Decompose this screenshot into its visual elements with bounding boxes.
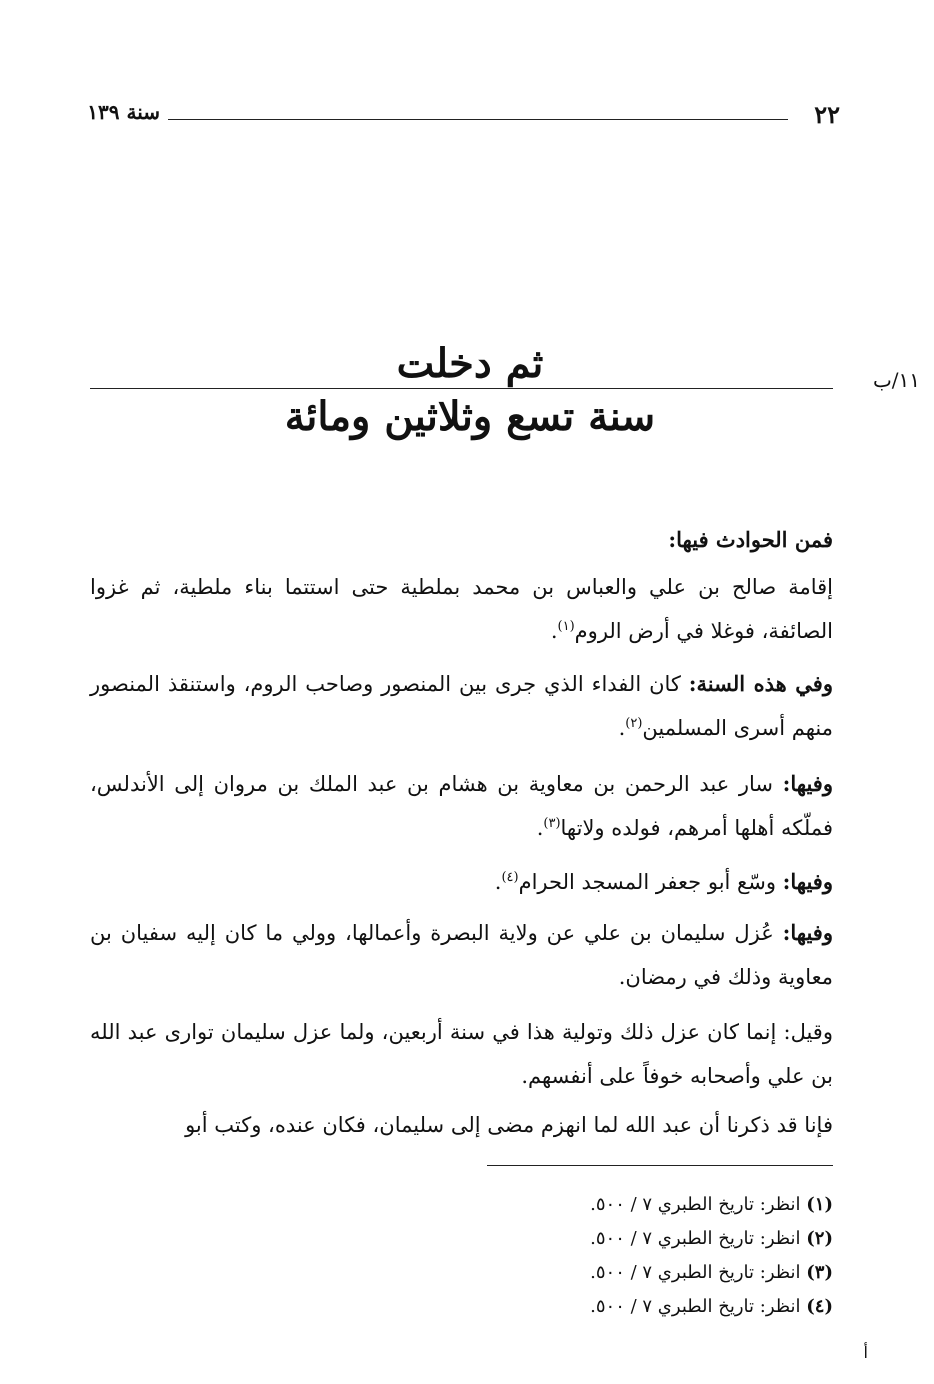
running-head: سنة ١٣٩ bbox=[87, 100, 160, 124]
paragraph-text: فإنا قد ذكرنا أن عبد الله لما انهزم مضى إلى سليمان، فكان عنده، وكتب أبو bbox=[185, 1113, 833, 1137]
paragraph-lead: وفي هذه السنة: bbox=[688, 671, 833, 696]
footnote-text: انظر: تاريخ الطبري ٧ / ٥٠٠. bbox=[590, 1228, 807, 1249]
paragraph-text: إقامة صالح بن علي والعباس بن محمد بملطية حتى استتما بناء ملطية، ثم غزوا الصائفة، فوغلا في أرض الروم bbox=[90, 575, 833, 643]
paragraph-tail: . bbox=[494, 870, 502, 894]
footnote-text: انظر: تاريخ الطبري ٧ / ٥٠٠. bbox=[590, 1194, 807, 1215]
paragraph bbox=[90, 565, 833, 653]
page-number: ٢٢ bbox=[814, 100, 840, 129]
footnote-ref: (٣) bbox=[543, 816, 561, 831]
paragraph-lead: وفيها: bbox=[782, 771, 833, 796]
paragraph-text: عُزل سليمان بن علي عن ولاية البصرة وأعمالها، وولي ما كان إليه سفيان بن معاوية وذلك في رمضان. bbox=[90, 921, 833, 989]
corner-mark: أ bbox=[863, 1343, 868, 1362]
paragraph-tail: . bbox=[536, 816, 544, 840]
margin-folio-note: ١١/ب bbox=[872, 368, 920, 392]
paragraph-text: وقيل: إنما كان عزل ذلك وتولية هذا في سنة أربعين، ولما عزل سليمان توارى عبد الله بن علي وأصحابه خوفاً على أنفسهم. bbox=[90, 1020, 833, 1088]
paragraph bbox=[90, 762, 833, 850]
footnote-number: (٣) bbox=[806, 1262, 833, 1283]
paragraph-tail: . bbox=[618, 716, 626, 740]
paragraph-text: سار عبد الرحمن بن معاوية بن هشام بن عبد الملك بن مروان إلى الأندلس، فملّكه أهلها أمرهم، فولده ولاتها bbox=[90, 772, 833, 840]
footnote bbox=[470, 1290, 833, 1324]
footnote bbox=[470, 1256, 833, 1290]
footnote-ref: (٢) bbox=[625, 716, 643, 731]
paragraph-text: وسّع أبو جعفر المسجد الحرام bbox=[518, 870, 783, 894]
header-rule bbox=[168, 119, 788, 120]
paragraph-lead: وفيها: bbox=[782, 920, 833, 945]
title-rule bbox=[90, 388, 833, 389]
paragraph bbox=[90, 662, 833, 750]
paragraph bbox=[90, 1103, 833, 1147]
footnote-text: انظر: تاريخ الطبري ٧ / ٥٠٠. bbox=[590, 1262, 807, 1283]
paragraph-lead: وفيها: bbox=[782, 869, 833, 894]
paragraph-tail: . bbox=[550, 619, 558, 643]
footnote-number: (٢) bbox=[806, 1228, 833, 1249]
chapter-title-line2: سنة تسع وثلاثين ومائة bbox=[284, 393, 656, 440]
footnote-ref: (١) bbox=[557, 619, 575, 634]
footnote-number: (١) bbox=[806, 1194, 833, 1215]
chapter-title-line1: ثم دخلت bbox=[396, 340, 544, 387]
footnote-rule bbox=[487, 1165, 833, 1166]
paragraph bbox=[90, 911, 833, 999]
paragraph bbox=[90, 1010, 833, 1098]
paragraph bbox=[90, 860, 833, 904]
section-intro: فمن الحوادث فيها: bbox=[668, 527, 833, 552]
footnote-number: (٤) bbox=[806, 1296, 833, 1317]
footnote bbox=[470, 1188, 833, 1222]
footnote bbox=[470, 1222, 833, 1256]
footnote-text: انظر: تاريخ الطبري ٧ / ٥٠٠. bbox=[590, 1296, 807, 1317]
paragraph-text: كان الفداء الذي جرى بين المنصور وصاحب الروم، واستنقذ المنصور منهم أسرى المسلمين bbox=[90, 672, 833, 740]
footnote-ref: (٤) bbox=[501, 870, 519, 885]
